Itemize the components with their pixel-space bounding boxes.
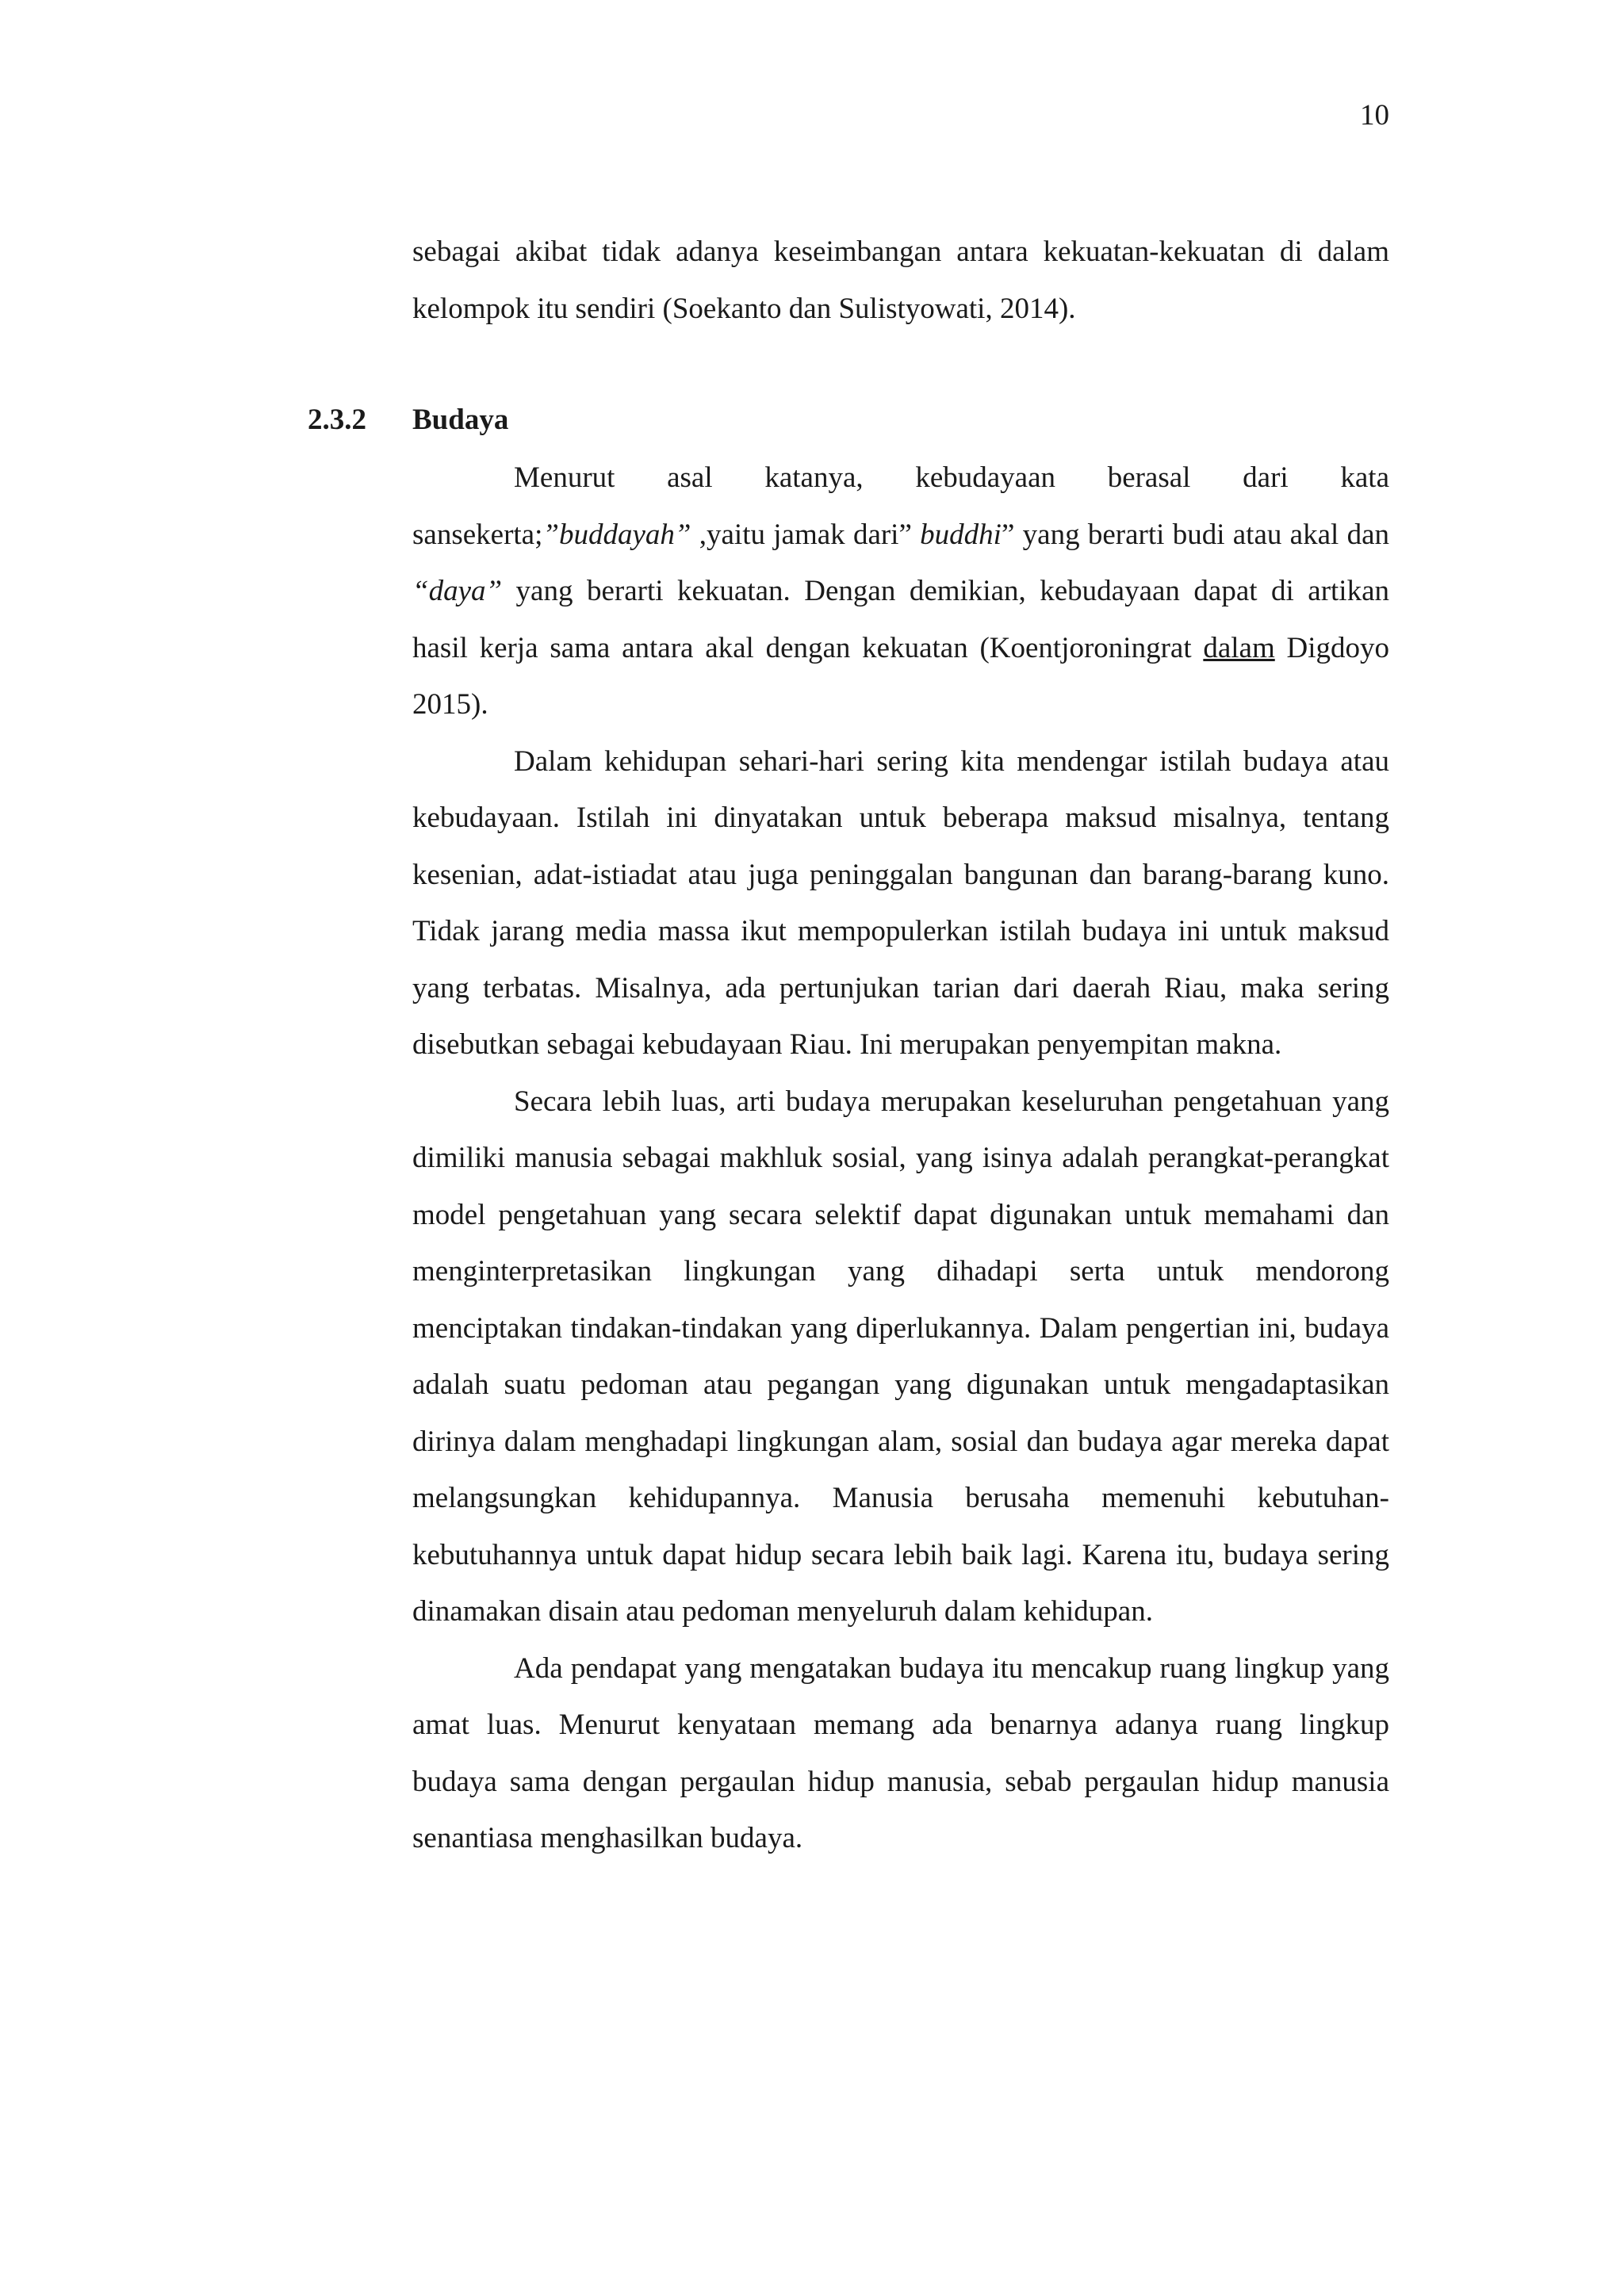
p1-term-daya: “daya” bbox=[412, 575, 503, 607]
continuation-block bbox=[412, 224, 1389, 337]
p1-term-buddayah: ”buddayah” bbox=[542, 518, 691, 551]
section-heading bbox=[308, 396, 1389, 444]
paragraph-4: Ada pendapat yang mengatakan budaya itu mencakup ruang lingkup yang amat luas. Menurut kenyataan memang ada benarnya adanya ruang lingkup budaya sama dengan pergaulan hidup manusia, sebab pergaulan hidup manusia senantiasa menghasilkan budaya. bbox=[412, 1651, 1389, 1854]
p1-underlined-dalam: dalam bbox=[1203, 631, 1275, 664]
section-title: Budaya bbox=[412, 404, 509, 436]
section-number: 2.3.2 bbox=[308, 404, 366, 436]
p1-term-buddhi: buddhi bbox=[920, 518, 1002, 551]
page-number: 10 bbox=[1360, 99, 1389, 132]
p1-text-e: ” yang berarti budi atau akal dan bbox=[1001, 518, 1389, 551]
section-body bbox=[412, 450, 1389, 1867]
paragraph-2: Dalam kehidupan sehari-hari sering kita mendengar istilah budaya atau kebudayaan. Istilah ini dinyatakan untuk beberapa maksud misalnya, tentang kesenian, adat-istiadat atau juga peninggalan bangunan dan barang-barang kuno. Tidak jarang media massa ikut mempopulerkan istilah budaya ini untuk maksud yang terbatas. Misalnya, ada pertunjukan tarian dari daerah Riau, maka sering disebutkan sebagai kebudayaan Riau. Ini merupakan penyempitan makna. bbox=[412, 744, 1389, 1061]
paragraph-3: Secara lebih luas, arti budaya merupakan keseluruhan pengetahuan yang dimiliki manusia sebagai makhluk sosial, yang isinya adalah perangkat-perangkat model pengetahuan yang secara selektif dapat digunakan untuk memahami dan menginterpretasikan lingkungan yang dihadapi serta untuk mendorong menciptakan tindakan-tindakan yang diperlukannya. Dalam pengertian ini, budaya adalah suatu pedoman atau pegangan yang digunakan untuk mengadaptasikan dirinya dalam menghadapi lingkungan alam, sosial dan budaya agar mereka dapat melangsungkan kehidupannya. Manusia berusaha memenuhi kebutuhan-kebutuhannya untuk dapat hidup secara lebih baik lagi. Karena itu, budaya sering dinamakan disain atau pedoman menyeluruh dalam kehidupan. bbox=[412, 1085, 1389, 1628]
continuation-paragraph: sebagai akibat tidak adanya keseimbangan antara kekuatan-kekuatan di dalam kelompok itu sendiri (Soekanto dan Sulistyowati, 2014). bbox=[412, 235, 1389, 325]
paragraph-1 bbox=[412, 450, 1389, 733]
p1-text-i: Digdoyo 2015). bbox=[412, 631, 1389, 721]
p1-text-c: ,yaitu jamak dari” bbox=[691, 518, 921, 551]
p1-text-a: Menurut asal katanya, kebudayaan berasal dari kata sansekerta; bbox=[412, 461, 1389, 551]
p1-text-g: yang berarti kekuatan. Dengan demikian, kebudayaan dapat di artikan hasil kerja sama antara akal dengan kekuatan (Koentjoroningrat bbox=[412, 575, 1389, 664]
